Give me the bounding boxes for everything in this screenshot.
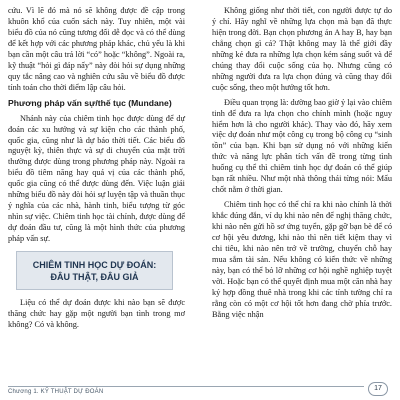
body-paragraph: cứu. Vì lẽ đó mà nó sẽ không được đề cập trong khuôn khổ của cuốn sách này. Tuy nhiên, một vài biểu đồ của nó cũng tương đối dễ đọc và có thể dùng để kết hợp với các phương pháp khác, chủ yếu là khi bạn cần một câu trả lời “có” hoặc “không”. Ngoài ra, kỹ thuật “hỏi gì đáp nấy” này đòi hỏi sự dụng những quy tắc nâng cao và nghiên cứu sâu về biểu đồ được tính toán cho thời điểm lập câu hỏi. [8,6,185,92]
chapter-footer: Chương 1. KỸ THUẬT DỰ ĐOÁN [8,389,104,395]
body-paragraph: Không giống như thời tiết, con người được tự do ý chí. Hãy nghĩ về những lựa chọn mà bạn đã thực hiện trong đời. Bạn chọn phương án A hay B, hay bạn chẳng chọn gì cả? Thật không may là thế giới đầy những kẻ đưa ra những lựa chọn kém sáng suốt và để chúng thay đổi cuộc sống của họ. Nhưng cũng có những người đưa ra lựa chọn đúng và cũng thay đổi cuộc sống, theo một hướng tốt hơn. [212,6,392,92]
body-paragraph: Điều quan trọng là: dường bao giờ ỷ lại vào chiêm tinh để đưa ra lựa chọn cho chính mình (hoặc nguy hiểm hơn là cho người khác). Thay vào đó, hãy xem việc dự đoán như một công cụ trong bộ công cụ “sinh tồn” của bạn. Khi bạn sử dụng nó với những kiến thức và năng lực phân tích vấn đề trong từng tình huống cụ thể thì chiêm tinh học dự đoán có thể giúp bạn rất nhiều. Như một nhà thông thái từng nói: Mấu chốt nằm ở thời gian. [212,97,392,195]
callout-box [16,251,173,290]
callout-title-line-2: ĐÂU THẬT, ĐÂU GIẢ [50,272,139,283]
body-paragraph: Chiêm tinh học có thể chỉ ra khi nào chính là thời khắc đúng đắn, ví dụ khi nào nên để nghị thăng chức, khi nào nên gửi hồ sơ ứng tuyển, gặp gỡ bạn bè để có cơ hội yêu đương, khi nào thì nên tiết kiệm thay vì chi tiêu, khi nào nên trở về trường, chuyển chỗ hay mua sắm tài sản. Nếu không có kiến thức về những này, bạn có thể bỏ lỡ những cơ hội nghề nghiệp tuyệt vời. Hoặc bạn có thể quyết định mua một căn nhà hay ký hợp đồng thuê nhà trong khi các tính tường chỉ ra rằng còn có một cơ hội tốt hơn đang chờ phía trước. Bằng việc nhận [212,200,392,319]
body-paragraph: Liệu có thể dự đoán được khi nào bạn sẽ được thăng chức hay gặp một người bạn tình trong mơ không? Có và không. [8,298,185,329]
page-number: 17 [368,382,388,396]
left-column [8,6,185,335]
callout-title-line-1: CHIÊM TINH HỌC DỰ ĐOÁN: [32,260,157,271]
footer-divider [8,386,364,387]
right-column [212,6,392,325]
body-paragraph: Nhánh này của chiêm tinh học được dùng để dự đoán các xu hướng và sự kiện cho các thành phố, quốc gia, cũng như là dự báo thời tiết. Các biểu đồ nguyệt kỳ, thiên thực và sự di chuyển của mặt trời thường được dùng trong phương pháp này. Ngoài ra biểu đồ tiêm năng hay quá vị của các thành phố, quốc gia cũng có thể được dùng đến. Việc luận giải những biểu đồ này đòi hỏi sự luyện tập và thuần thục ý nghĩa của các nhà, hành tinh, biểu tượng từ góc nhìn sự việc. Chiêm tinh học tài chính, được dùng để dự đoán đầu tư, cũng là một hình thức của phương pháp vấn sự. [8,113,185,244]
section-heading: Phương pháp vấn sự/thế tục (Mundane) [8,97,172,108]
